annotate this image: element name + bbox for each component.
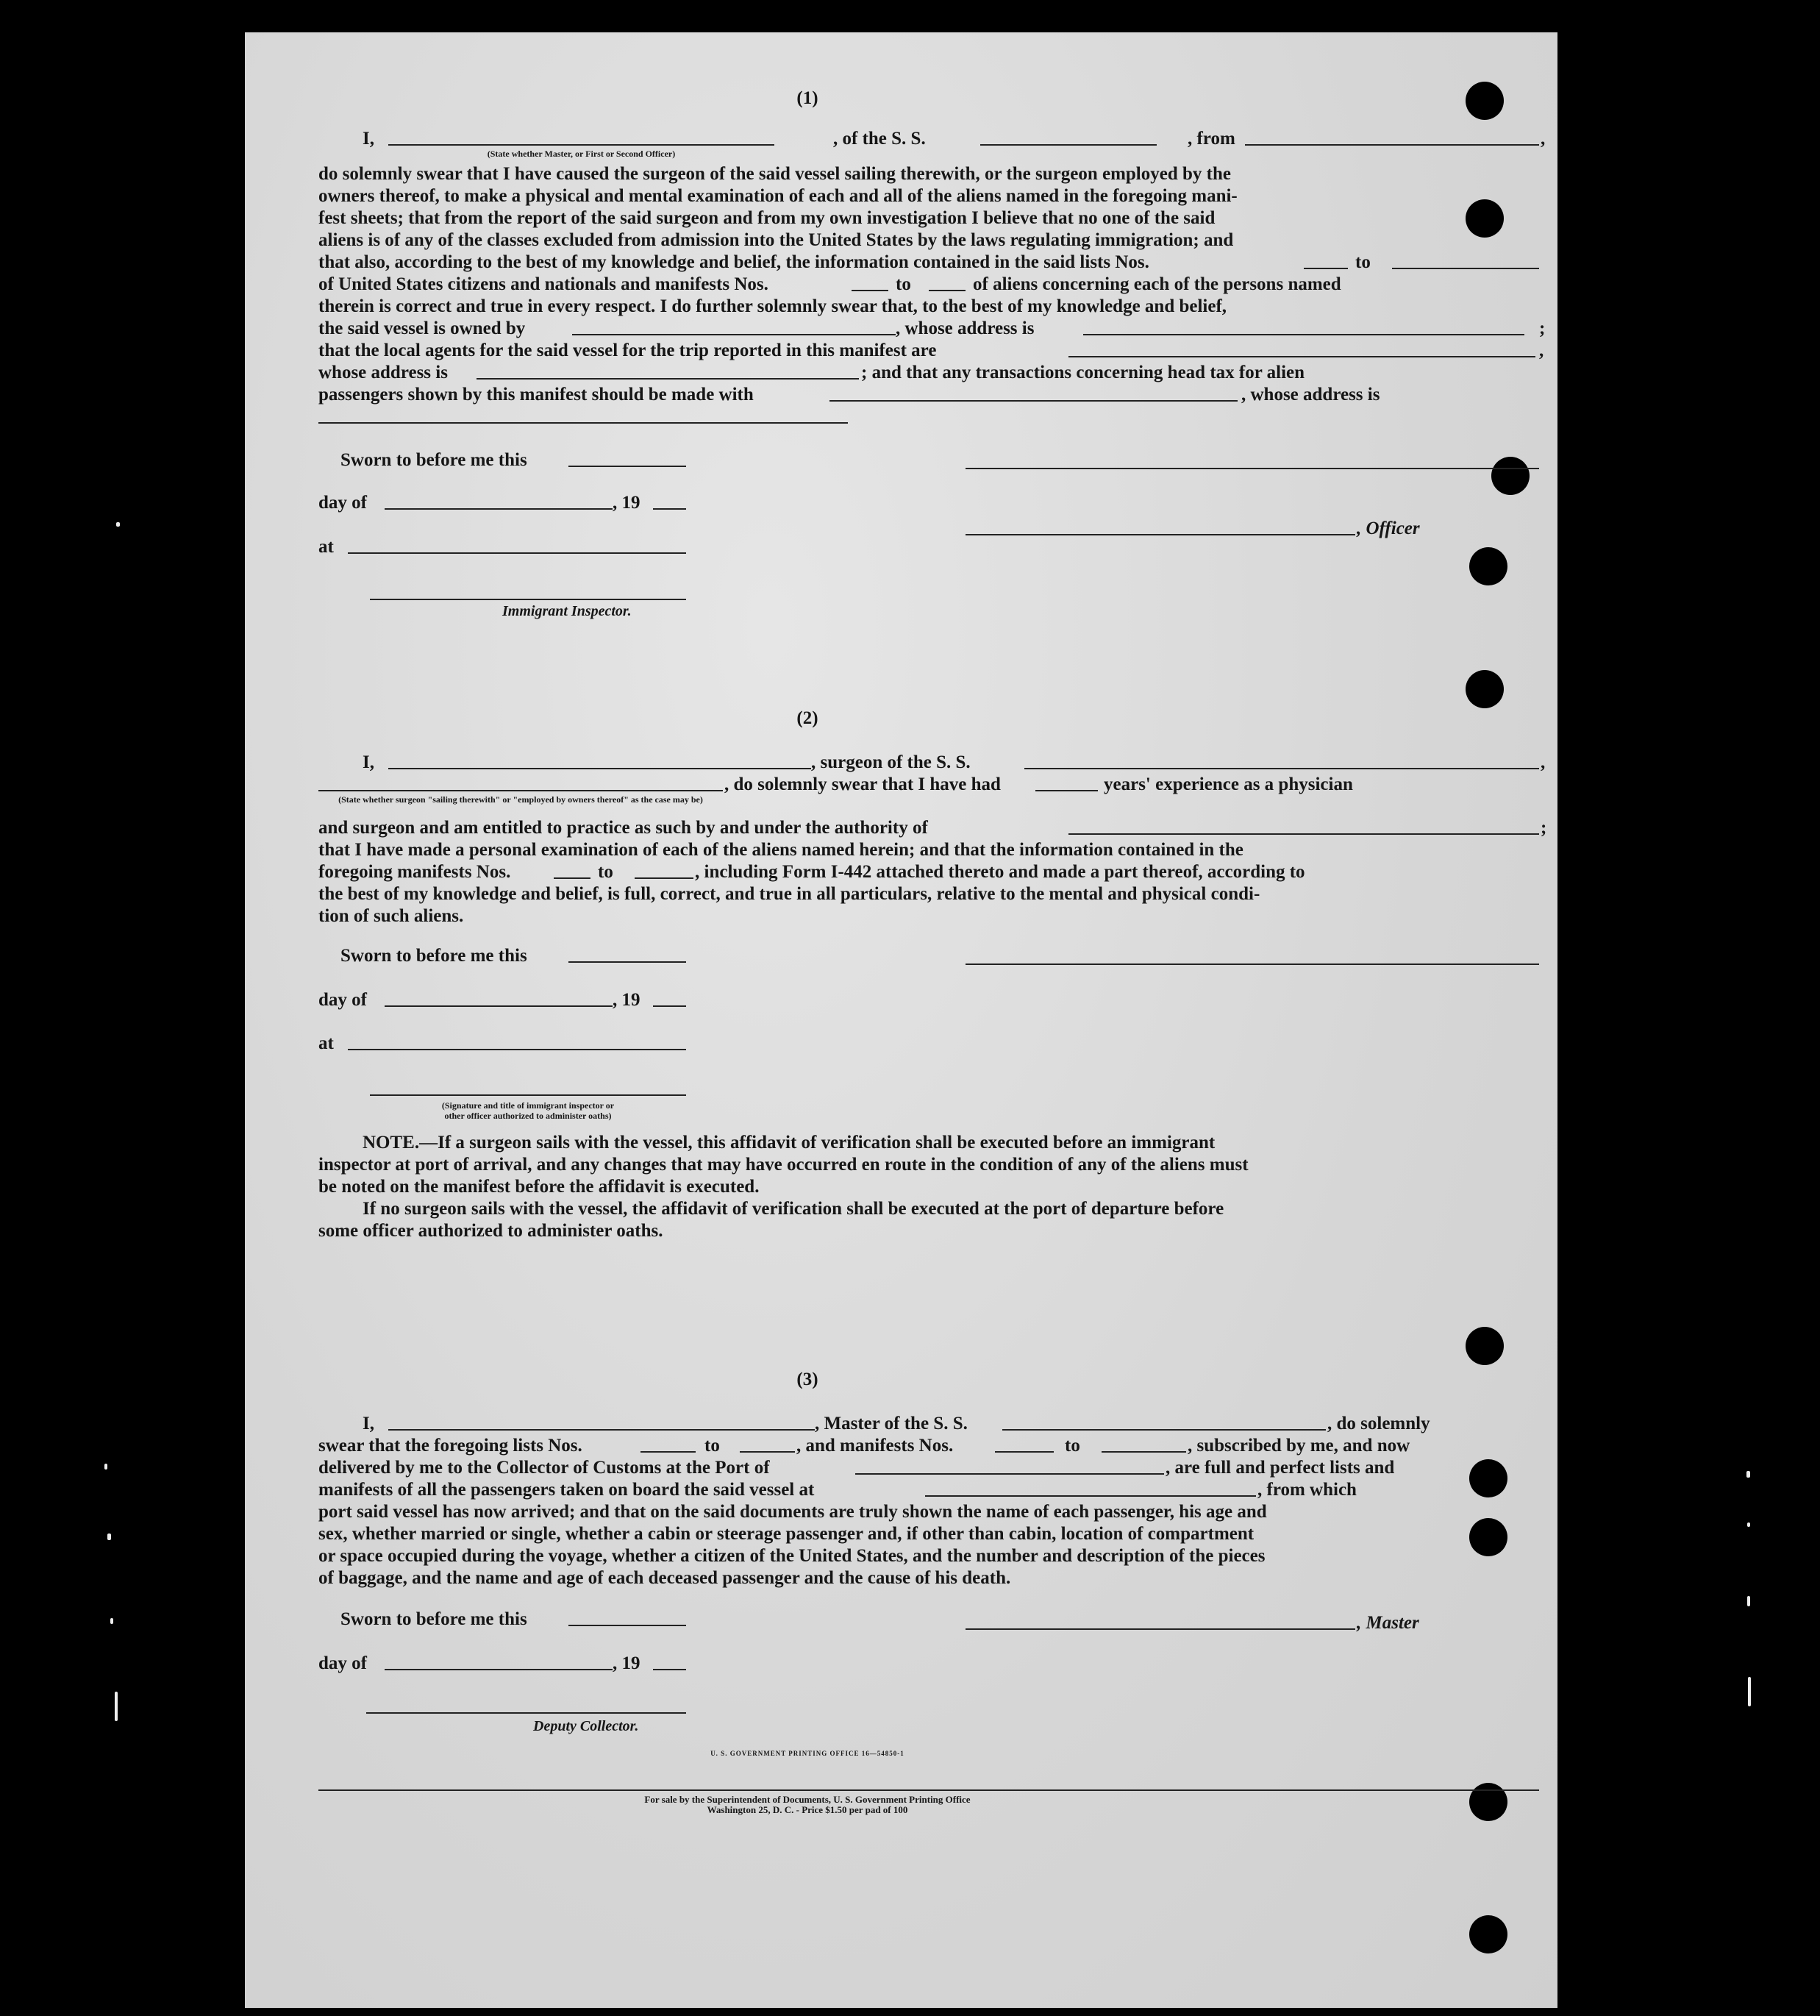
s2-at-label: at <box>318 1033 334 1053</box>
s1-sworn-day-field[interactable] <box>568 466 686 467</box>
s2-sworn-label: Sworn to before me this <box>340 946 527 966</box>
scan-speck <box>1748 1677 1751 1706</box>
s2-authority-field[interactable] <box>1068 833 1539 835</box>
s2-year-field[interactable] <box>653 1005 686 1007</box>
s3-line-3-end: , are full and perfect lists and <box>1166 1458 1395 1478</box>
footer-sale-line-2: Washington 25, D. C. - Price $1.50 per pad of 100 <box>707 1804 908 1815</box>
s2-line-2-text: , do solemnly swear that I have had <box>724 774 1001 794</box>
s3-body-line-3: or space occupied during the voyage, whether a citizen of the United States, and the number and description of the pieces <box>318 1546 1266 1566</box>
s3-year-field[interactable] <box>653 1669 686 1670</box>
s2-note-line-5: some officer authorized to administer oaths. <box>318 1221 663 1241</box>
s1-line-6-to: to <box>896 274 911 294</box>
s1-body-line-3: fest sheets; that from the report of the said surgeon and from my own investigation I believe that no one of the said <box>318 208 1216 228</box>
s2-inspector-signature-field[interactable] <box>370 1094 686 1096</box>
s2-comma: , <box>1541 752 1546 772</box>
s1-officer-title-field[interactable] <box>388 144 774 146</box>
s1-state-note: (State whether Master, or First or Second Officer) <box>487 149 676 159</box>
s3-port-field[interactable] <box>855 1473 1164 1475</box>
s1-at-label: at <box>318 537 334 557</box>
s1-owner-address-label: , whose address is <box>896 318 1035 338</box>
s1-from-label: , from <box>1188 129 1235 149</box>
footer-sale-line-1: For sale by the Superintendent of Documents, U. S. Government Printing Office <box>644 1794 971 1805</box>
s3-master-ss-label: , Master of the S. S. <box>815 1414 968 1433</box>
s3-master-label: , Master <box>1357 1613 1419 1633</box>
s1-body-line-2: owners thereof, to make a physical and mental examination of each and all of the aliens named in the foregoing mani- <box>318 186 1238 206</box>
s1-semicolon: ; <box>1539 318 1546 338</box>
s2-note-line-4: If no surgeon sails with the vessel, the affidavit of verification shall be executed at the port of departure before <box>363 1199 1224 1219</box>
s3-line-2-text: swear that the foregoing lists Nos. <box>318 1436 582 1456</box>
punch-hole <box>1466 1327 1504 1365</box>
s1-agents-comma: , <box>1539 341 1544 360</box>
s3-vessel-name-field[interactable] <box>1002 1429 1326 1431</box>
section-1-heading: (1) <box>796 88 818 108</box>
s1-line-7: therein is correct and true in every respect. I do further solemnly swear that, to the best of my knowledge and belief, <box>318 296 1227 316</box>
s3-master-name-field[interactable] <box>388 1429 815 1431</box>
punch-hole <box>1466 199 1504 238</box>
s2-years-label: years' experience as a physician <box>1104 774 1353 794</box>
s3-month-field[interactable] <box>385 1669 613 1670</box>
s3-body-line-1: port said vessel has now arrived; and that on the said documents are truly shown the name of each passenger, his age and <box>318 1502 1267 1522</box>
s2-state-note: (State whether surgeon "sailing therewith" or "employed by owners thereof" as the case may be) <box>338 794 703 805</box>
s3-manifests-from-field[interactable] <box>995 1451 1054 1453</box>
s1-line-5-to: to <box>1355 252 1371 272</box>
s1-year-prefix: , 19 <box>613 493 640 513</box>
s3-body-line-4: of baggage, and the name and age of each deceased passenger and the cause of his death. <box>318 1568 1011 1588</box>
s3-line-3-text: delivered by me to the Collector of Customs at the Port of <box>318 1458 770 1478</box>
s2-semicolon: ; <box>1541 818 1547 838</box>
s1-month-field[interactable] <box>385 508 613 510</box>
s1-blank-line <box>966 468 1539 469</box>
s1-year-field[interactable] <box>653 508 686 510</box>
s2-line-7: tion of such aliens. <box>318 906 464 926</box>
s1-owned-by-label: the said vessel is owned by <box>318 318 526 338</box>
s3-day-of-label: day of <box>318 1653 367 1673</box>
s2-line-5-to: to <box>598 862 613 882</box>
s2-surgeon-name-field[interactable] <box>388 768 811 769</box>
s1-vessel-name-field[interactable] <box>980 144 1157 146</box>
s1-line-5-text: that also, according to the best of my knowledge and belief, the information contained in the said lists Nos. <box>318 252 1149 272</box>
s2-year-prefix: , 19 <box>613 990 640 1010</box>
s2-day-of-label: day of <box>318 990 367 1010</box>
scan-speck <box>104 1464 107 1470</box>
s3-deputy-label: Deputy Collector. <box>533 1718 639 1734</box>
scan-speck <box>116 522 120 527</box>
s1-inspector-label: Immigrant Inspector. <box>502 603 632 619</box>
section-2-heading: (2) <box>796 708 818 728</box>
s3-manifests-label: , and manifests Nos. <box>796 1436 954 1456</box>
s1-line-11-text: passengers shown by this manifest should be made with <box>318 385 754 405</box>
s1-lists-to-field[interactable] <box>1392 268 1539 269</box>
s3-body-line-2: sex, whether married or single, whether a cabin or steerage passenger and, if other than cabin, location of compartment <box>318 1524 1255 1544</box>
s1-at-place-field[interactable] <box>348 552 686 554</box>
s3-line-4-end: , from which <box>1257 1480 1357 1500</box>
s3-line-2-to: to <box>704 1436 720 1456</box>
s1-manifests-to-field[interactable] <box>929 290 966 291</box>
s3-year-prefix: , 19 <box>613 1653 640 1673</box>
punch-hole <box>1469 547 1507 585</box>
s2-line-5-text: foregoing manifests Nos. <box>318 862 511 882</box>
s2-years-field[interactable] <box>1035 790 1098 791</box>
s1-agents-label: that the local agents for the said vessel for the trip reported in this manifest are <box>318 341 937 360</box>
s3-line-2-end: , subscribed by me, and now <box>1188 1436 1410 1456</box>
s1-from-port-field[interactable] <box>1245 144 1539 146</box>
scan-speck <box>110 1618 113 1624</box>
punch-hole <box>1469 1518 1507 1556</box>
s1-lists-from-field[interactable] <box>1304 268 1348 269</box>
s1-contact-address-field[interactable] <box>318 422 848 424</box>
form-page <box>245 32 1557 2008</box>
s2-note-line-1: NOTE.—If a surgeon sails with the vessel, this affidavit of verification shall be executed before an immigrant <box>363 1133 1216 1153</box>
s1-i-label: I, <box>363 129 374 149</box>
punch-hole <box>1469 1783 1507 1821</box>
s2-sailing-status-field[interactable] <box>318 790 723 791</box>
s1-body-line-4: aliens is of any of the classes excluded from admission into the United States by the laws regulating immigration; and <box>318 230 1234 250</box>
scan-speck <box>115 1692 118 1721</box>
s3-sworn-day-field[interactable] <box>568 1625 686 1626</box>
s3-line-2-to-2: to <box>1065 1436 1080 1456</box>
punch-hole <box>1491 457 1530 495</box>
s3-master-signature-field[interactable] <box>966 1628 1355 1630</box>
s3-lists-to-field[interactable] <box>740 1451 795 1453</box>
s2-manifests-to-field[interactable] <box>635 877 693 879</box>
s2-manifests-from-field[interactable] <box>554 877 590 879</box>
s1-officer-label: , Officer <box>1357 519 1420 538</box>
footer-rule <box>318 1789 1539 1791</box>
s1-officer-signature-field[interactable] <box>966 534 1355 535</box>
scan-speck <box>1747 1596 1750 1606</box>
s3-boarding-port-field[interactable] <box>925 1495 1256 1497</box>
s1-agents-address-field[interactable] <box>477 378 859 380</box>
punch-hole <box>1469 1459 1507 1497</box>
s3-solemnly-label: , do solemnly <box>1327 1414 1430 1433</box>
s1-owner-field[interactable] <box>572 334 896 335</box>
s1-sworn-label: Sworn to before me this <box>340 450 527 470</box>
s1-head-tax-contact-field[interactable] <box>829 400 1238 402</box>
s2-line-3-text: and surgeon and am entitled to practice as such by and under the authority of <box>318 818 928 838</box>
s2-vessel-name-field[interactable] <box>1024 768 1539 769</box>
s1-line-6-end: of aliens concerning each of the persons named <box>973 274 1341 294</box>
s3-line-4-text: manifests of all the passengers taken on board the said vessel at <box>318 1480 815 1500</box>
s3-sworn-label: Sworn to before me this <box>340 1609 527 1629</box>
gpo-imprint: U. S. GOVERNMENT PRINTING OFFICE 16—54850-1 <box>710 1750 904 1757</box>
s1-owner-address-field[interactable] <box>1083 334 1524 335</box>
scan-speck <box>1747 1522 1750 1527</box>
punch-hole <box>1466 82 1504 120</box>
s3-deputy-signature-field[interactable] <box>366 1712 686 1714</box>
s2-month-field[interactable] <box>385 1005 613 1007</box>
s3-lists-from-field[interactable] <box>640 1451 696 1453</box>
s1-manifests-from-field[interactable] <box>852 290 888 291</box>
punch-hole <box>1466 670 1504 708</box>
scan-speck <box>107 1534 111 1540</box>
s1-day-of-label: day of <box>318 493 367 513</box>
s2-sworn-day-field[interactable] <box>568 961 686 963</box>
punch-hole <box>1469 1915 1507 1953</box>
s3-i-label: I, <box>363 1414 374 1433</box>
s1-comma: , <box>1541 129 1546 149</box>
s2-sig-note-1: (Signature and title of immigrant inspector or <box>441 1100 615 1111</box>
s2-surgeon-ss-label: , surgeon of the S. S. <box>811 752 971 772</box>
s1-contact-address-label: , whose address is <box>1241 385 1380 405</box>
s1-agents-address-label: whose address is <box>318 363 448 382</box>
s2-sig-note-2: other officer authorized to administer oaths) <box>444 1111 612 1121</box>
s2-line-6: the best of my knowledge and belief, is full, correct, and true in all particulars, relative to the mental and physical condi- <box>318 884 1260 904</box>
s1-of-ss-label: , of the S. S. <box>833 129 926 149</box>
s1-body-line-1: do solemnly swear that I have caused the surgeon of the said vessel sailing therewith, or the surgeon employed by the <box>318 164 1231 184</box>
s2-line-4: that I have made a personal examination of each of the aliens named herein; and that the information contained in the <box>318 840 1243 860</box>
scan-speck <box>1746 1471 1750 1478</box>
s1-line-6-text: of United States citizens and nationals and manifests Nos. <box>318 274 768 294</box>
s1-line-10-text: ; and that any transactions concerning head tax for alien <box>861 363 1305 382</box>
s2-surgeon-signature-field[interactable] <box>966 964 1539 965</box>
s3-manifests-to-field[interactable] <box>1102 1451 1186 1453</box>
s2-i-label: I, <box>363 752 374 772</box>
s2-note-line-3: be noted on the manifest before the affidavit is executed. <box>318 1177 760 1197</box>
s2-at-place-field[interactable] <box>348 1049 686 1050</box>
s2-note-line-2: inspector at port of arrival, and any changes that may have occurred en route in the condition of any of the aliens must <box>318 1155 1249 1175</box>
section-3-heading: (3) <box>796 1369 818 1389</box>
s2-line-5-end: , including Form I-442 attached thereto and made a part thereof, according to <box>695 862 1305 882</box>
s1-agents-field[interactable] <box>1068 356 1535 357</box>
